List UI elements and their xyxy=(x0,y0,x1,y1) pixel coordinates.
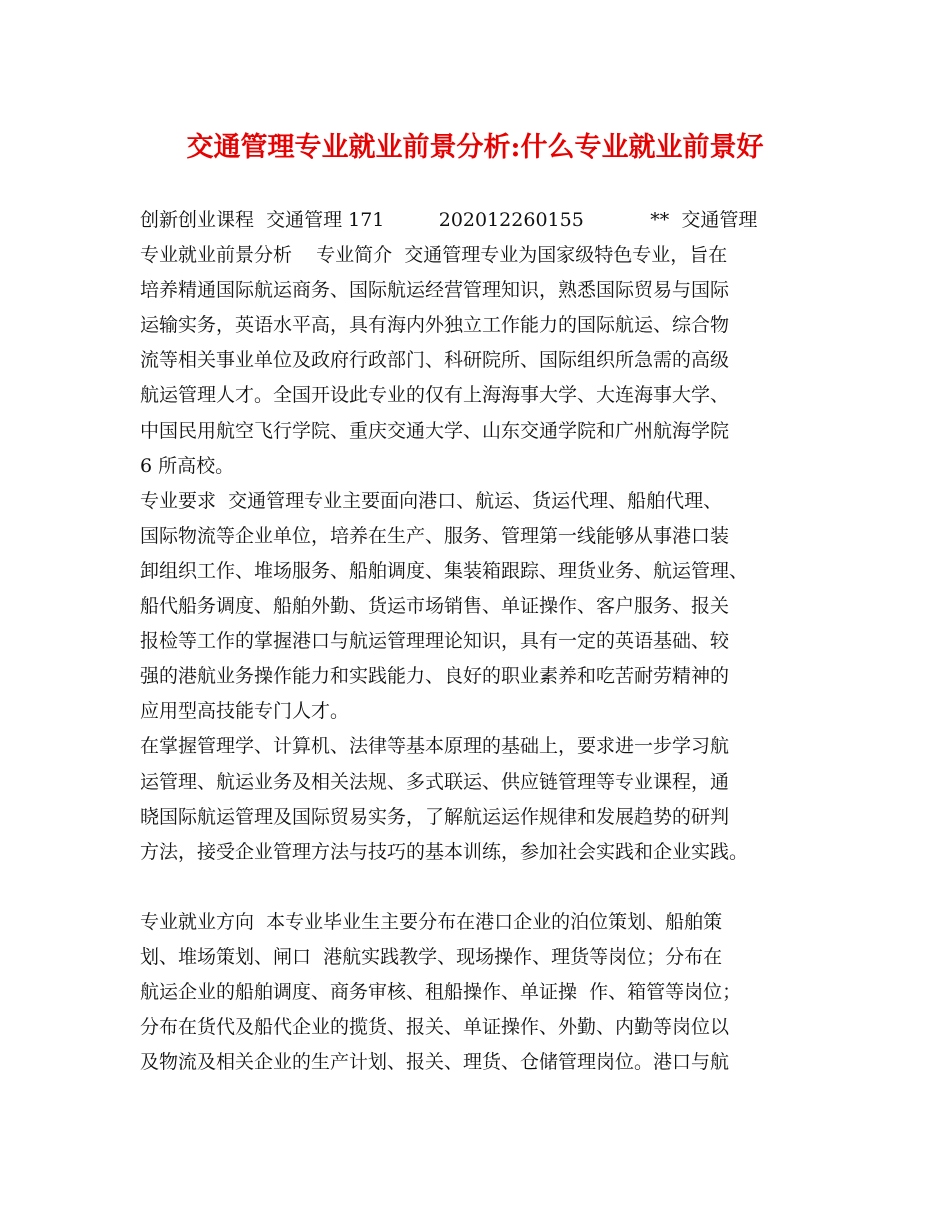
body-line: 强的港航业务操作能力和实践能力、良好的职业素养和吃苦耐劳精神的 xyxy=(140,665,730,688)
body-line: 专业就业方向 本专业毕业生主要分布在港口企业的泊位策划、船舶策 xyxy=(140,910,723,933)
body-line: 船代船务调度、船舶外勤、货运市场销售、单证操作、客户服务、报关 xyxy=(140,595,730,618)
body-line: 报检等工作的掌握港口与航运管理理论知识，具有一定的英语基础、较 xyxy=(140,630,730,653)
body-line: 方法，接受企业管理方法与技巧的基本训练，参加社会实践和企业实践。 xyxy=(140,840,749,863)
body-line: 卸组织工作、堆场服务、船舶调度、集装箱跟踪、理货业务、航运管理、 xyxy=(140,559,749,582)
body-line: 专业就业前景分析 专业简介 交通管理专业为国家级特色专业，旨在 xyxy=(140,244,728,267)
body-line: 及物流及相关企业的生产计划、报关、理货、仓储管理岗位。港口与航 xyxy=(140,1051,730,1074)
body-line: 划、堆场策划、闸口 港航实践教学、现场操作、理货等岗位；分布在 xyxy=(140,945,723,968)
body-line: 应用型高技能专门人才。 xyxy=(140,700,350,723)
paragraph-gap xyxy=(140,870,830,905)
body-line: 培养精通国际航运商务、国际航运经营管理知识，熟悉国际贸易与国际 xyxy=(140,279,730,302)
body-line: 专业要求 交通管理专业主要面向港口、航运、货运代理、船舶代理、 xyxy=(140,489,723,512)
document-body xyxy=(140,203,830,1080)
body-line: 在掌握管理学、计算机、法律等基本原理的基础上，要求进一步学习航 xyxy=(140,735,730,758)
body-line: 国际物流等企业单位，培养在生产、服务、管理第一线能够从事港口装 xyxy=(140,524,730,547)
body-line: 6 所高校。 xyxy=(140,454,235,477)
body-line: 流等相关事业单位及政府行政部门、科研院所、国际组织所急需的高级 xyxy=(140,349,730,372)
body-line: 中国民用航空飞行学院、重庆交通大学、山东交通学院和广州航海学院 xyxy=(140,419,730,442)
body-line: 运输实务，英语水平高，具有海内外独立工作能力的国际航运、综合物 xyxy=(140,314,730,337)
body-line: 分布在货代及船代企业的揽货、报关、单证操作、外勤、内勤等岗位以 xyxy=(140,1016,730,1039)
body-line: 创新创业课程 交通管理 171 202012260155 ** 交通管理 xyxy=(140,209,758,231)
document-title: 交通管理专业就业前景分析:什么专业就业前景好 xyxy=(186,132,764,163)
body-line: 航运管理人才。全国开设此专业的仅有上海海事大学、大连海事大学、 xyxy=(140,384,730,407)
body-line: 运管理、航运业务及相关法规、多式联运、供应链管理等专业课程，通 xyxy=(140,770,730,793)
body-line: 航运企业的船舶调度、商务审核、租船操作、单证操 作、箱管等岗位； xyxy=(140,981,742,1004)
body-line: 晓国际航运管理及国际贸易实务，了解航运运作规律和发展趋势的研判 xyxy=(140,805,730,828)
